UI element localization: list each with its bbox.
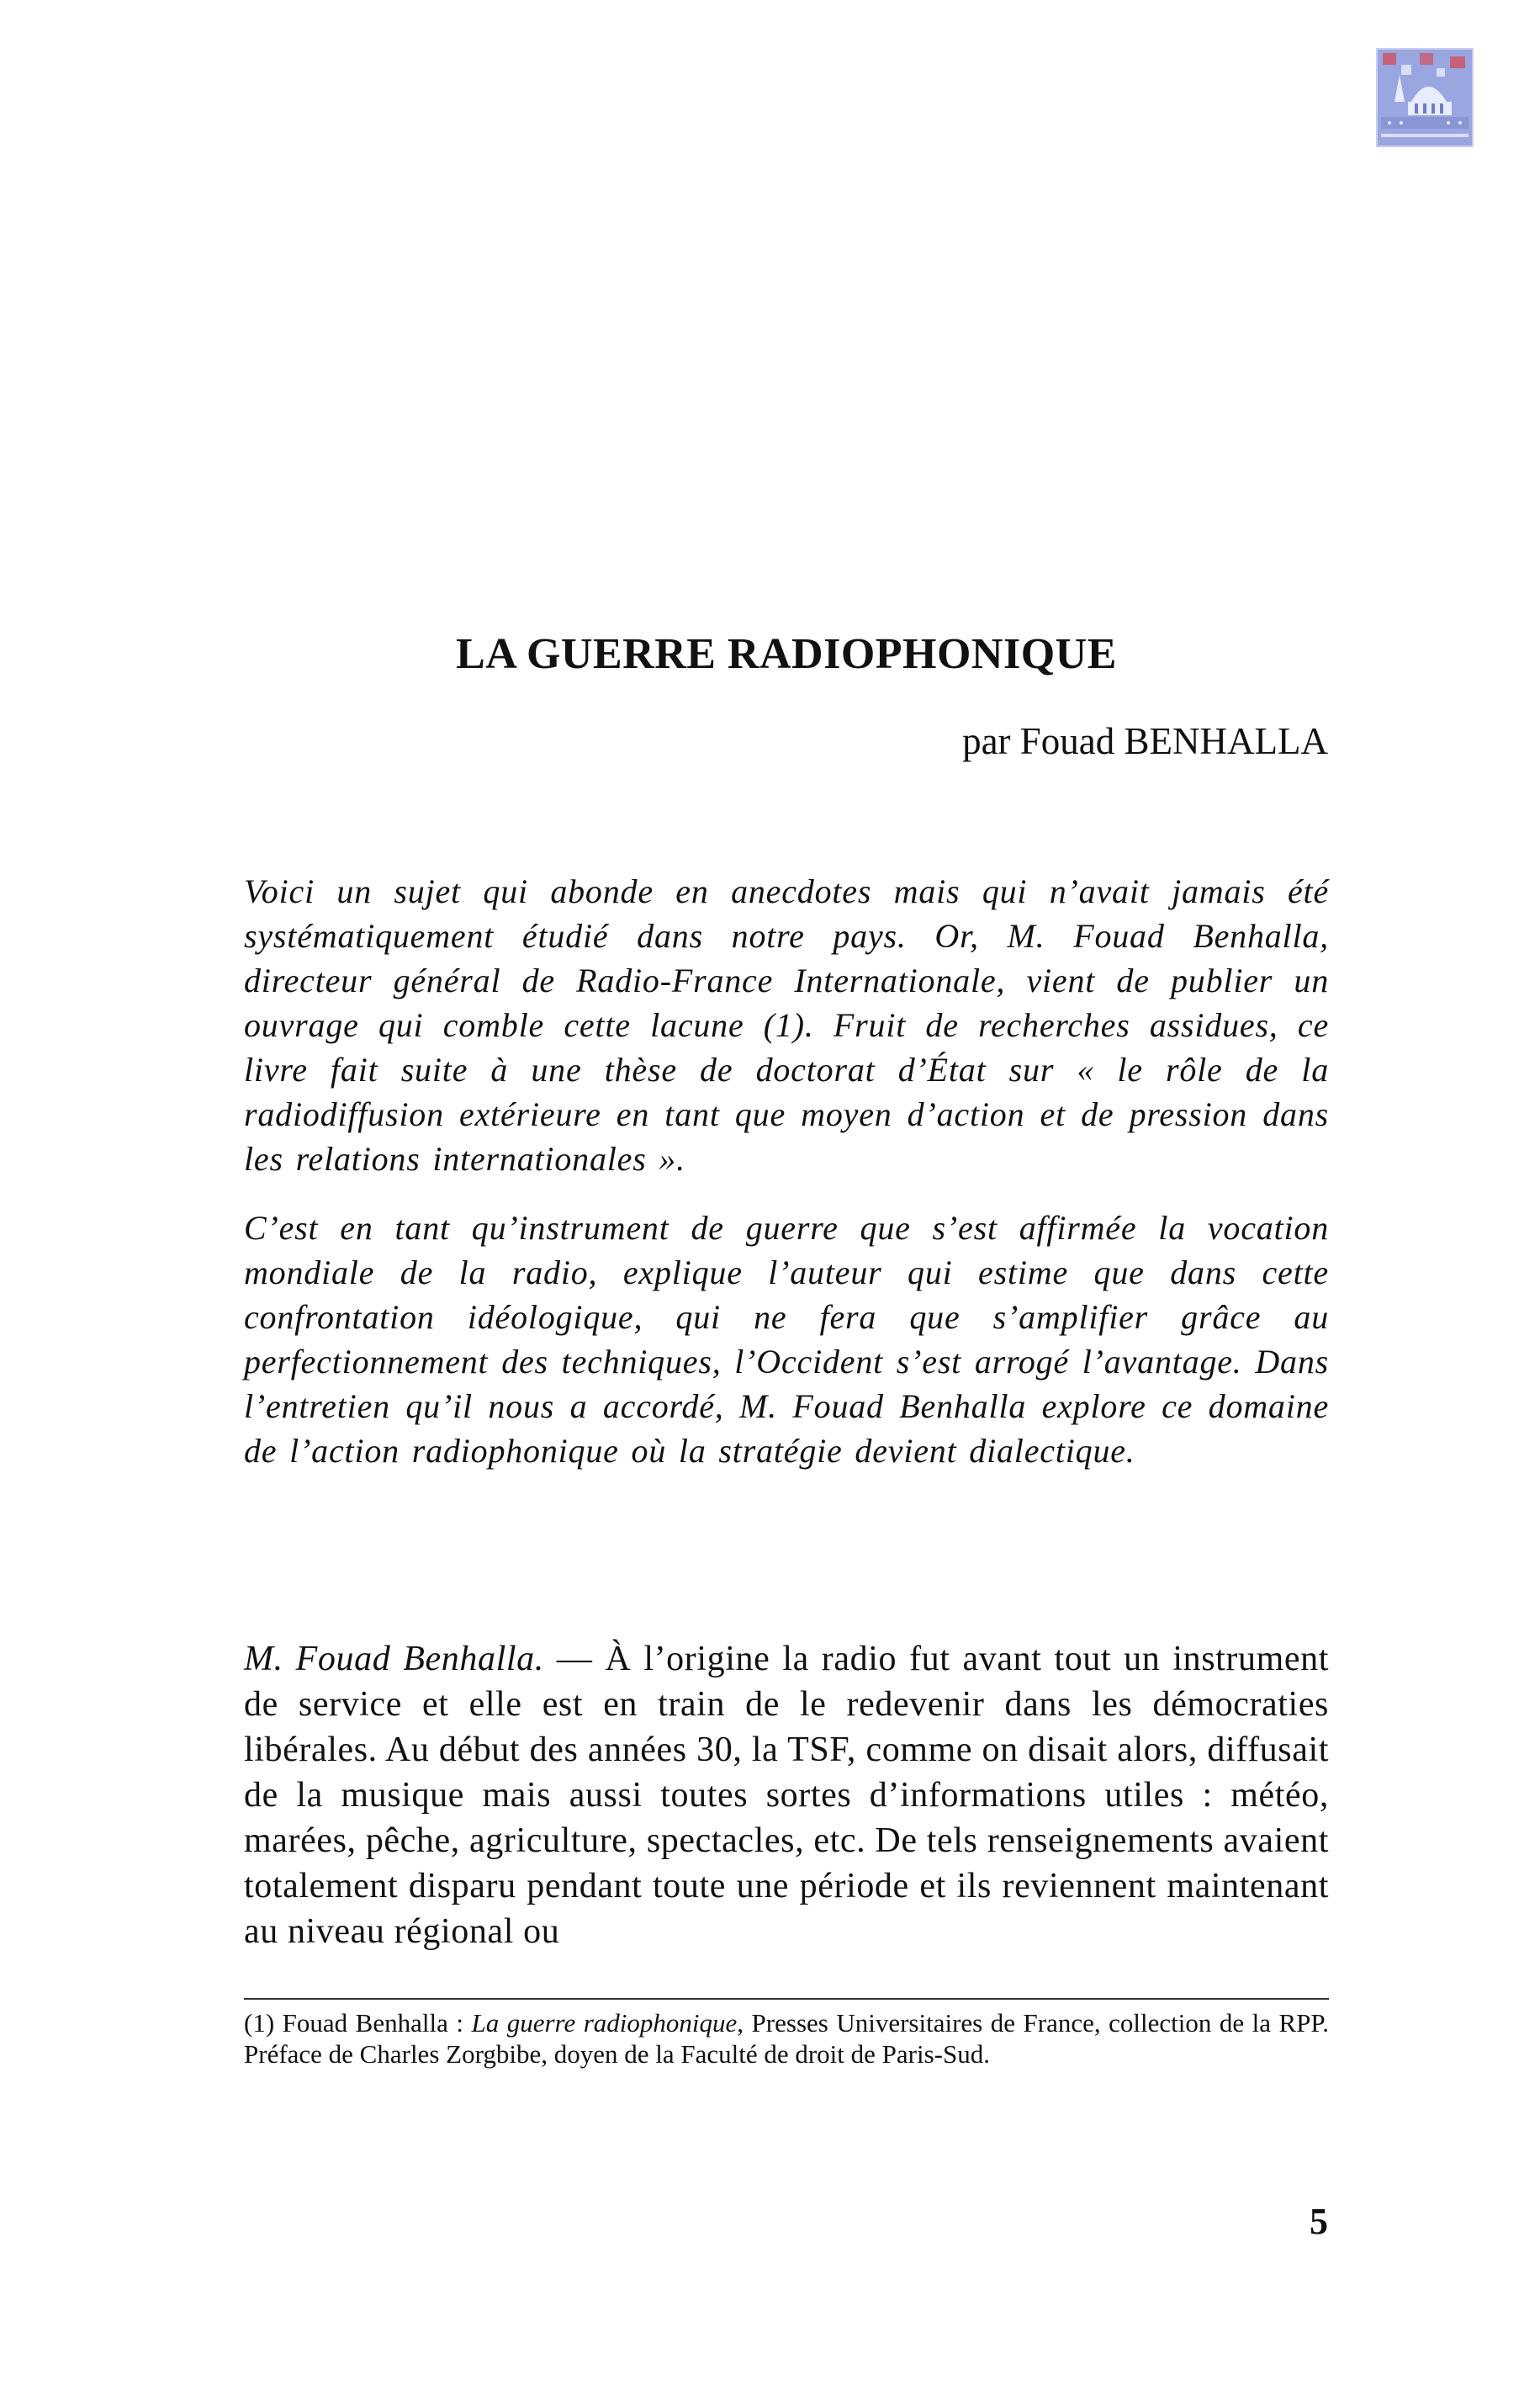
page-number: 5 bbox=[1310, 2201, 1328, 2242]
footnote-book-title: La guerre radiophonique bbox=[471, 2008, 738, 2038]
footnote bbox=[244, 2007, 1329, 2070]
author-byline: par Fouad BENHALLA bbox=[962, 720, 1328, 762]
intro-paragraph-1: Voici un sujet qui abonde en anecdotes mais qui n’avait jamais été systématiquement étudié dans notre pays. Or, M. Fouad Benhalla, directeur général de Radio-France Internationale, vient de publier un ouvrage qui comble cette lacune (1). Fruit de recherches assidues, ce livre fait suite à une thèse de doctorat d’État sur « le rôle de la radiodiffusion extérieure en tant que moyen d’action et de pression dans les relations internationales ». bbox=[244, 872, 1329, 1178]
interview-text: À l’origine la radio fut avant tout un instrument de service et elle est en train de le redevenir dans les démocraties libérales. Au début des années 30, la TSF, comme on disait alors, diffusait de la musique mais aussi toutes sortes d’informations utiles : météo, marées, pêche, agriculture, spectacles, etc. De tels renseignements avaient totalement disparu pendant toute une période et ils reviennent maintenant au niveau régional ou bbox=[244, 1640, 1329, 1951]
intro-paragraph-2: C’est en tant qu’instrument de guerre que s’est affirmée la vocation mondiale de la radio, explique l’auteur qui estime que dans cette confrontation idéologique, qui ne fera que s’amplifier grâce au perfectionnement des techniques, l’Occident s’est arrogé l’avantage. Dans l’entretien qu’il nous a accordé, M. Fouad Benhalla explore ce domaine de l’action radiophonique où la stratégie devient dialectique. bbox=[244, 1209, 1329, 1470]
interview-paragraph bbox=[244, 1636, 1329, 1954]
footnote-divider bbox=[244, 1998, 1329, 2000]
footnote-suffix: , Presses Universitaires de France, collection de la RPP. Préface de Charles Zorgbibe, doyen de la Faculté de droit de Paris-Sud. bbox=[244, 2008, 1329, 2069]
building-icon bbox=[1378, 50, 1472, 146]
article-title: LA GUERRE RADIOPHONIQUE bbox=[456, 630, 1117, 678]
footnote-prefix: (1) Fouad Benhalla : bbox=[244, 2008, 472, 2038]
speaker-dash: — bbox=[543, 1640, 606, 1678]
library-logo-icon bbox=[1376, 48, 1474, 147]
speaker-name: M. Fouad Benhalla. bbox=[244, 1640, 544, 1678]
